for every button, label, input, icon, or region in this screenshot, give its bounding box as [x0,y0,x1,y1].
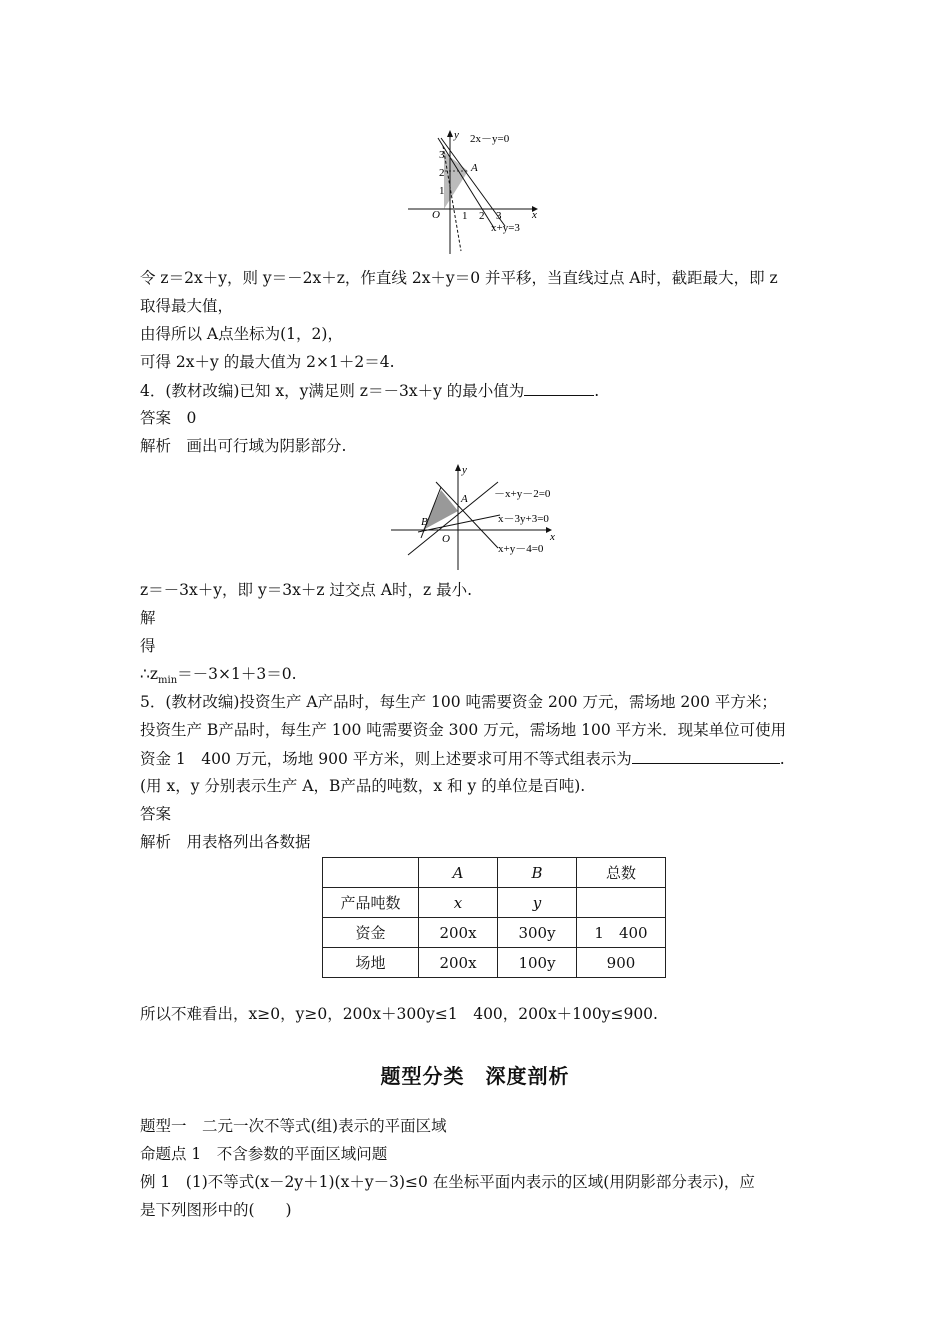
table-cell: 100y [498,948,577,978]
table-row [323,918,666,948]
table-cell [577,888,666,918]
table-row [323,948,666,978]
table-cell: 200x [419,948,498,978]
question-4-stem: 4．(教材改编)已知 x，y满足则 z＝－3x＋y 的最小值为 [140,382,525,400]
table-cell: A [419,858,498,888]
question-4-answer: 答案 0 [140,409,197,427]
table-cell: y [498,888,577,918]
question-4-stem-end: . [594,382,600,400]
section-title: 题型分类 深度剖析 [380,1064,570,1088]
topic-point: 命题点 1 不含参数的平面区域问题 [140,1145,388,1163]
table-row [323,888,666,918]
table-header-row [323,858,666,888]
table-cell: x [419,888,498,918]
origin-label: O [442,533,450,545]
origin-label: O [432,209,440,221]
tick-y1: 1 [439,185,445,197]
para2-line2: 解 [140,609,156,627]
table-cell: 资金 [323,918,419,948]
table-cell [323,858,419,888]
zmin-prefix: ∴z [140,665,159,683]
line3-label: x+y－4=0 [498,543,544,555]
question-5-line4: (用 x，y 分别表示生产 A，B产品的吨数，x 和 y 的单位是百吨). [140,777,586,795]
para2-line3: 得 [140,637,156,655]
table-cell: 总数 [577,858,666,888]
table-cell: 200x [419,918,498,948]
figure-feasible-region-1 [405,126,550,256]
para2-line1: z＝－3x＋y，即 y＝3x＋z 过交点 A时，z 最小. [140,581,473,599]
conclusion: 所以不难看出，x≥0，y≥0，200x＋300y≤1 400，200x＋100y≤900. [140,1005,658,1023]
topic-type: 题型一 二元一次不等式(组)表示的平面区域 [140,1117,447,1135]
y-label: y [462,464,467,476]
tick-x1: 1 [462,210,468,222]
figure-feasible-region-2 [388,460,563,572]
tick-y2: 2 [439,167,445,179]
line1-label: －x+y－2=0 [494,488,551,500]
point-a-label: A [461,493,468,505]
tick-y3: 3 [439,149,445,161]
example-1-line1: 例 1 (1)不等式(x－2y＋1)(x＋y－3)≤0 在坐标平面内表示的区域(用阴影部分表示)，应 [140,1173,755,1191]
table-cell: 场地 [323,948,419,978]
question-5-line3 [140,748,785,769]
para1-line3: 由得所以 A点坐标为(1，2)， [140,325,343,343]
zmin-subscript: min [158,675,178,687]
question-5-line2: 投资生产 B产品时，每生产 100 吨需要资金 300 万元，需场地 100 平方米．现某单位可使用 [140,721,787,739]
question-5-analysis: 解析 用表格列出各数据 [140,833,311,851]
line1-label: 2x－y=0 [470,133,510,145]
x-label: x [532,209,537,221]
table-cell: 产品吨数 [323,888,419,918]
y-axis-arrow [455,464,461,471]
table-cell: 900 [577,948,666,978]
tick-x2: 2 [479,210,485,222]
question-5-answer: 答案 [140,805,172,823]
zmin-suffix: ＝－3×1＋3＝0. [177,665,297,683]
question-5-line3-end: . [779,750,785,768]
point-a-label: A [471,162,478,174]
line2-label: x+y=3 [491,222,520,234]
table-cell: 1 400 [577,918,666,948]
tick-x3: 3 [496,210,502,222]
question-4 [140,380,599,401]
line2-label: x－3y+3=0 [498,513,549,525]
shaded-region [423,490,458,530]
x-label: x [550,531,555,543]
y-axis-arrow [447,130,453,137]
answer-blank [632,748,780,764]
question-5-line1: 5．(教材改编)投资生产 A产品时，每生产 100 吨需要资金 200 万元，需场地 200 平方米； [140,693,777,711]
answer-blank [524,380,594,396]
para1-line4: 可得 2x＋y 的最大值为 2×1＋2＝4. [140,353,395,371]
question-5-line3-text: 资金 1 400 万元，场地 900 平方米，则上述要求可用不等式组表示为 [140,750,632,768]
para1-line1: 令 z＝2x＋y，则 y＝－2x＋z，作直线 2x＋y＝0 并平移，当直线过点 A时，截距最大，即 z [140,269,778,287]
para1-line2: 取得最大值， [140,297,234,315]
data-table [322,857,666,978]
y-label: y [454,129,459,141]
example-1-line2: 是下列图形中的( ) [140,1201,292,1219]
para2-line4 [140,664,297,691]
point-b-label: B [421,516,428,528]
table-cell: B [498,858,577,888]
table-cell: 300y [498,918,577,948]
question-4-analysis: 解析 画出可行域为阴影部分. [140,437,347,455]
